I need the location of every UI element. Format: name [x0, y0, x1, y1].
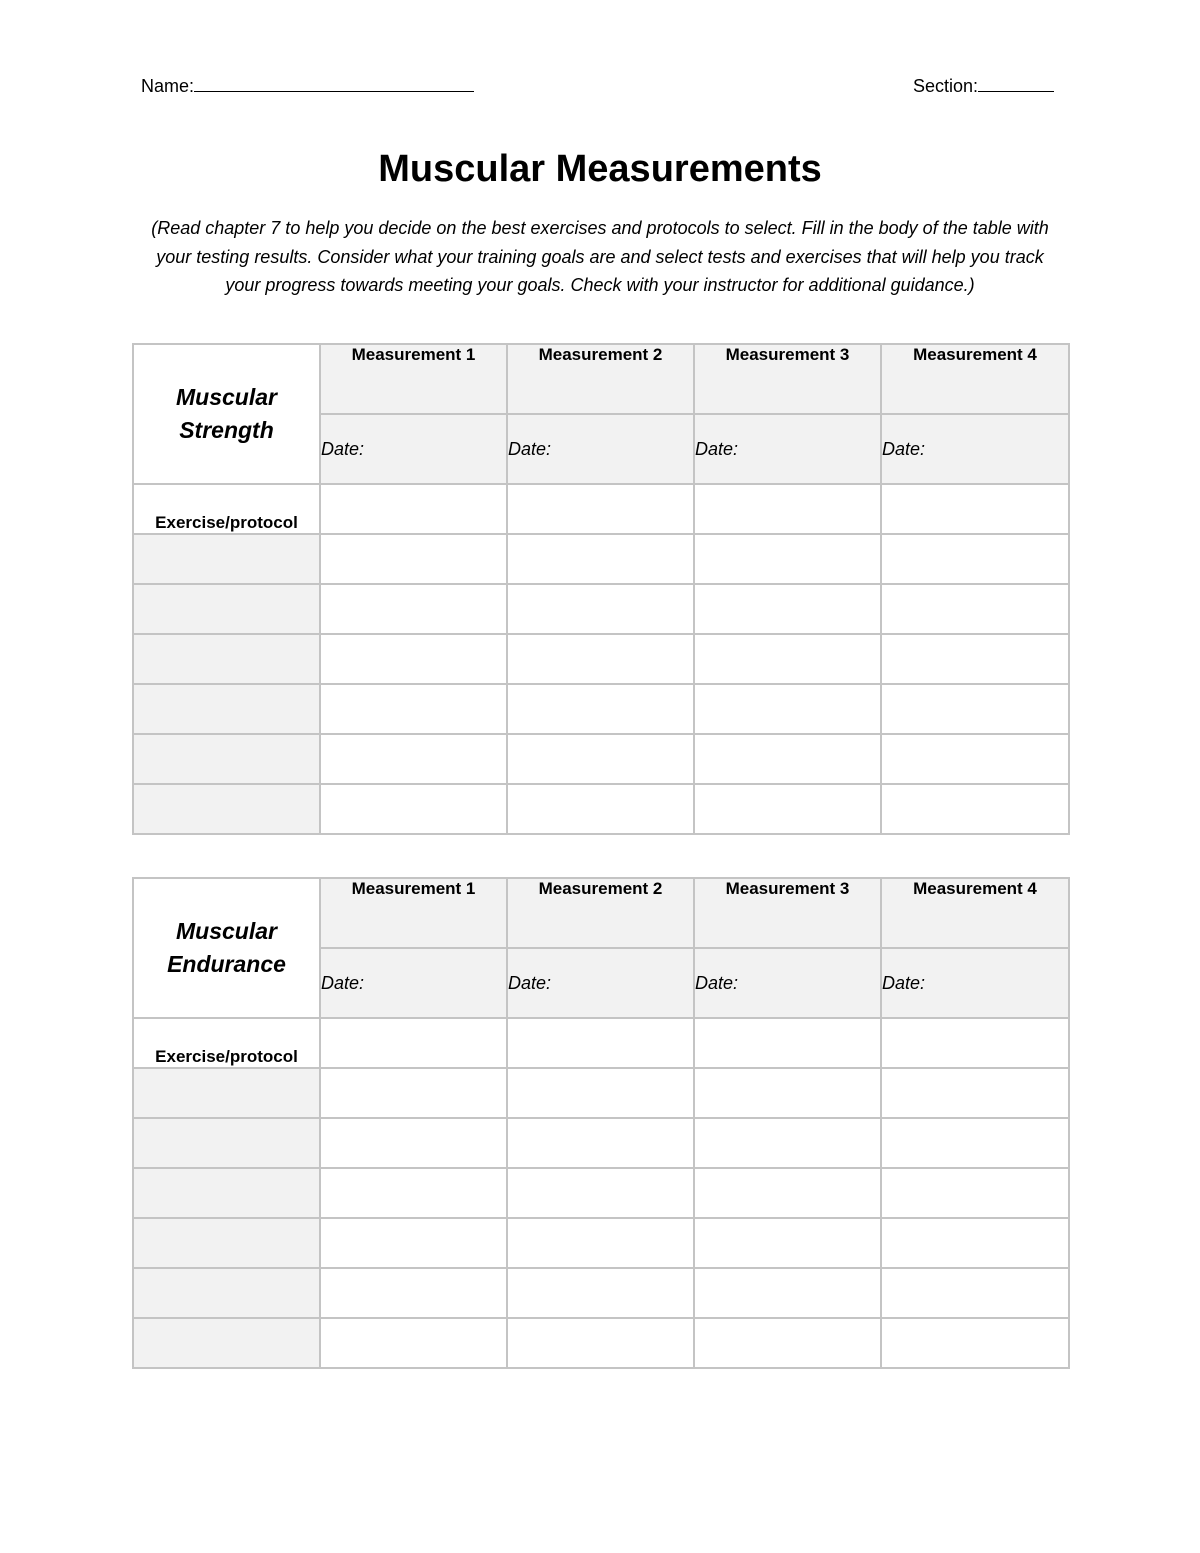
result-cell[interactable]: [320, 684, 507, 734]
measurement-header: Measurement 1: [320, 878, 507, 948]
exercise-cell[interactable]: [133, 1268, 320, 1318]
table-row: [133, 534, 1069, 584]
result-cell[interactable]: [507, 1018, 694, 1068]
table-row: [133, 1018, 1069, 1068]
date-cell[interactable]: Date:: [320, 948, 507, 1018]
result-cell[interactable]: [881, 784, 1069, 834]
section-label: Section:: [913, 76, 979, 96]
table-row: [133, 684, 1069, 734]
date-cell[interactable]: Date:: [694, 948, 881, 1018]
result-cell[interactable]: [507, 1218, 694, 1268]
name-label: Name:: [141, 76, 195, 96]
topic-line-2: Strength: [179, 417, 274, 443]
result-cell[interactable]: [320, 734, 507, 784]
table-row: [133, 1218, 1069, 1268]
measurement-header: Measurement 3: [694, 344, 881, 414]
result-cell[interactable]: [881, 1068, 1069, 1118]
topic-line-1: Muscular: [176, 384, 277, 410]
exercise-protocol-label: Exercise/protocol: [133, 484, 320, 534]
result-cell[interactable]: [507, 734, 694, 784]
result-cell[interactable]: [320, 784, 507, 834]
result-cell[interactable]: [881, 1118, 1069, 1168]
section-blank-line[interactable]: [978, 74, 1054, 92]
result-cell[interactable]: [507, 1268, 694, 1318]
table-topic: [133, 878, 320, 1018]
table-row: [133, 1118, 1069, 1168]
result-cell[interactable]: [507, 534, 694, 584]
exercise-cell[interactable]: [133, 1218, 320, 1268]
result-cell[interactable]: [694, 584, 881, 634]
measurement-header: Measurement 4: [881, 878, 1069, 948]
result-cell[interactable]: [507, 684, 694, 734]
result-cell[interactable]: [320, 1168, 507, 1218]
result-cell[interactable]: [694, 1068, 881, 1118]
result-cell[interactable]: [320, 534, 507, 584]
date-cell[interactable]: Date:: [507, 948, 694, 1018]
exercise-cell[interactable]: [133, 1068, 320, 1118]
section-field: [913, 74, 1054, 97]
exercise-cell[interactable]: [133, 1318, 320, 1368]
table-row: [133, 1268, 1069, 1318]
result-cell[interactable]: [507, 634, 694, 684]
result-cell[interactable]: [881, 684, 1069, 734]
exercise-cell[interactable]: [133, 684, 320, 734]
result-cell[interactable]: [881, 534, 1069, 584]
table-row: [133, 1168, 1069, 1218]
result-cell[interactable]: [694, 734, 881, 784]
name-blank-line[interactable]: [194, 74, 474, 92]
result-cell[interactable]: [694, 1118, 881, 1168]
result-cell[interactable]: [320, 1268, 507, 1318]
result-cell[interactable]: [694, 1318, 881, 1368]
topic-line-1: Muscular: [176, 918, 277, 944]
result-cell[interactable]: [881, 1018, 1069, 1068]
date-cell[interactable]: Date:: [881, 948, 1069, 1018]
result-cell[interactable]: [320, 1068, 507, 1118]
result-cell[interactable]: [881, 634, 1069, 684]
result-cell[interactable]: [507, 1318, 694, 1368]
date-cell[interactable]: Date:: [694, 414, 881, 484]
result-cell[interactable]: [320, 634, 507, 684]
exercise-cell[interactable]: [133, 634, 320, 684]
result-cell[interactable]: [320, 1318, 507, 1368]
result-cell[interactable]: [507, 584, 694, 634]
result-cell[interactable]: [694, 1018, 881, 1068]
page-title: Muscular Measurements: [378, 148, 822, 190]
exercise-protocol-label: Exercise/protocol: [133, 1018, 320, 1068]
exercise-cell[interactable]: [133, 784, 320, 834]
result-cell[interactable]: [881, 584, 1069, 634]
result-cell[interactable]: [507, 1168, 694, 1218]
result-cell[interactable]: [320, 584, 507, 634]
table-row: [133, 484, 1069, 534]
exercise-cell[interactable]: [133, 1168, 320, 1218]
muscular-strength-table: [132, 343, 1070, 835]
result-cell[interactable]: [881, 1268, 1069, 1318]
result-cell[interactable]: [320, 484, 507, 534]
table-row: [133, 584, 1069, 634]
measurement-header: Measurement 4: [881, 344, 1069, 414]
exercise-cell[interactable]: [133, 1118, 320, 1168]
date-cell[interactable]: Date:: [507, 414, 694, 484]
result-cell[interactable]: [881, 1168, 1069, 1218]
measurement-header: Measurement 3: [694, 878, 881, 948]
table-topic: [133, 344, 320, 484]
result-cell[interactable]: [507, 1068, 694, 1118]
result-cell[interactable]: [320, 1018, 507, 1068]
measurement-header: Measurement 2: [507, 878, 694, 948]
result-cell[interactable]: [881, 484, 1069, 534]
topic-line-2: Endurance: [167, 951, 286, 977]
result-cell[interactable]: [881, 1218, 1069, 1268]
result-cell[interactable]: [881, 734, 1069, 784]
table-row: [133, 784, 1069, 834]
instructions-text: (Read chapter 7 to help you decide on the best exercises and protocols to select. Fill in the body of the table with your testing results. Consider what your training goals are and select tests and exercises that will help you track your progress towards meeting your goals. Check with your instructor for additional guidance.): [151, 218, 1049, 295]
exercise-cell[interactable]: [133, 734, 320, 784]
muscular-endurance-table: [132, 877, 1070, 1369]
table-row: [133, 1068, 1069, 1118]
result-cell[interactable]: [507, 484, 694, 534]
table-row: [133, 734, 1069, 784]
date-cell[interactable]: Date:: [320, 414, 507, 484]
table-row: [133, 1318, 1069, 1368]
result-cell[interactable]: [320, 1218, 507, 1268]
exercise-cell[interactable]: [133, 584, 320, 634]
exercise-cell[interactable]: [133, 534, 320, 584]
result-cell[interactable]: [694, 534, 881, 584]
measurement-header: Measurement 1: [320, 344, 507, 414]
result-cell[interactable]: [694, 634, 881, 684]
result-cell[interactable]: [694, 684, 881, 734]
result-cell[interactable]: [694, 1268, 881, 1318]
result-cell[interactable]: [694, 784, 881, 834]
name-field: [141, 74, 474, 97]
result-cell[interactable]: [507, 784, 694, 834]
table-row: [133, 634, 1069, 684]
result-cell[interactable]: [320, 1118, 507, 1168]
measurement-header: Measurement 2: [507, 344, 694, 414]
result-cell[interactable]: [694, 1168, 881, 1218]
result-cell[interactable]: [881, 1318, 1069, 1368]
result-cell[interactable]: [694, 1218, 881, 1268]
date-cell[interactable]: Date:: [881, 414, 1069, 484]
result-cell[interactable]: [507, 1118, 694, 1168]
result-cell[interactable]: [694, 484, 881, 534]
